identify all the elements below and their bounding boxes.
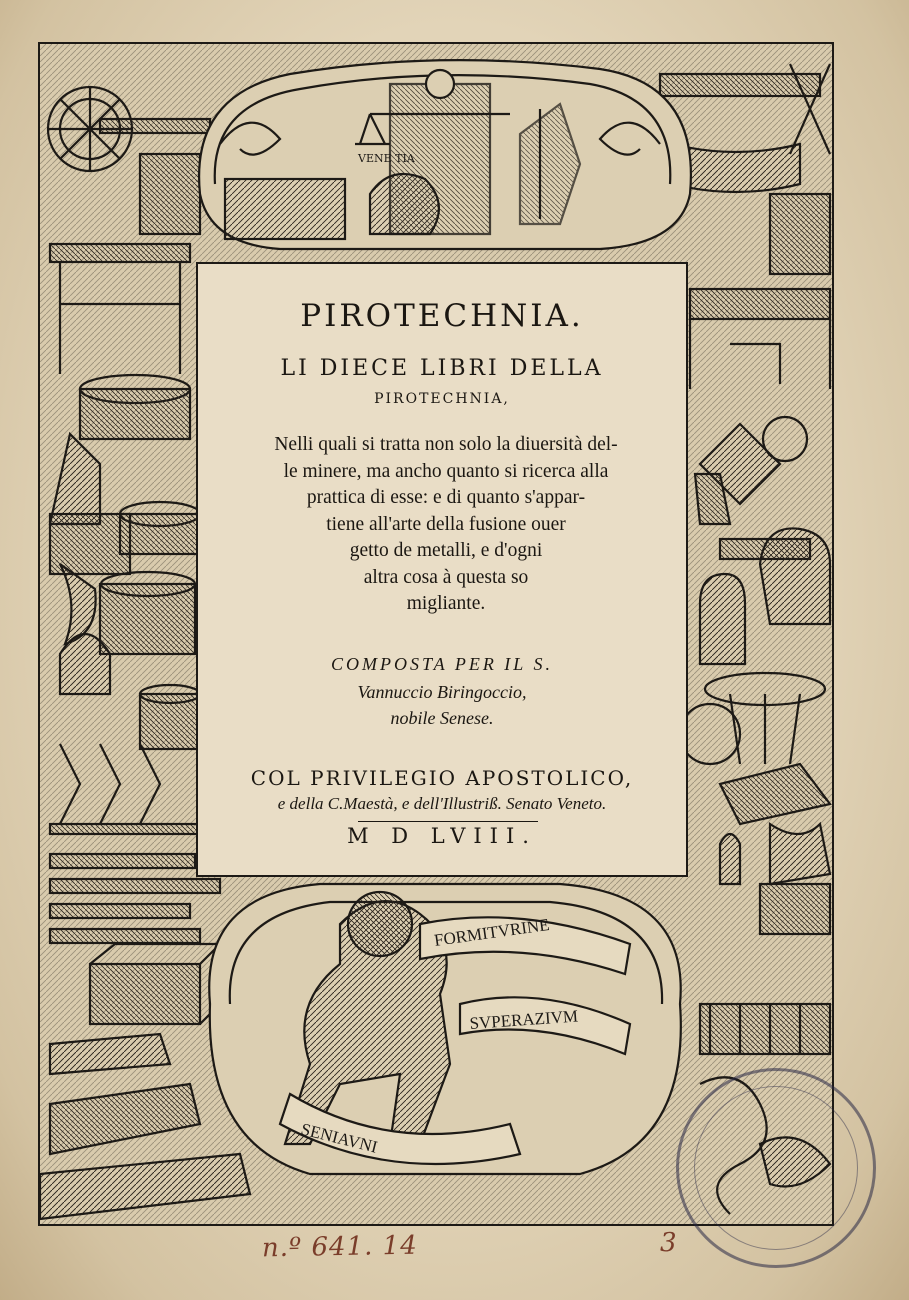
scroll-text-upper: FORMITVRINE xyxy=(432,914,551,950)
manuscript-note: n.º 641. 14 xyxy=(261,1230,418,1264)
subtitle-line-1: LI DIECE LIBRI DELLA xyxy=(280,356,604,381)
top-cartouche xyxy=(199,60,691,249)
description-line: Nelli quali si tratta non solo la diuersità del- xyxy=(274,434,618,455)
description-line: prattica di esse: e di quanto s'appar- xyxy=(306,487,586,508)
book-title: PIROTECHNIA. xyxy=(300,298,584,334)
scroll-text-lower: SENIAVNI xyxy=(299,1119,380,1157)
title-text-panel xyxy=(196,262,688,877)
description-line: le minere, ma ancho quanto si ricerca alla xyxy=(283,460,609,482)
author-name: Vannuccio Biringoccio, xyxy=(357,682,527,702)
privilege-detail: e della C.Maestà, e dell'Illustriß. Senato Veneto. xyxy=(277,794,607,813)
author-title: nobile Senese. xyxy=(390,708,494,728)
banner-venetia: VENE TIA xyxy=(358,152,415,165)
scroll-text-middle: SVPERAZIVM xyxy=(468,1006,579,1033)
description-line: altra cosa à questa so xyxy=(363,566,529,588)
composed-by: COMPOSTA PER IL S. xyxy=(330,654,553,674)
description-line: getto de metalli, e d'ogni xyxy=(349,540,543,561)
description xyxy=(226,432,666,618)
manuscript-numeral: 3 xyxy=(660,1228,677,1258)
divider-rule xyxy=(358,821,538,822)
privilege: COL PRIVILEGIO APOSTOLICO, xyxy=(250,766,634,790)
description-line: tiene all'arte della fusione ouer xyxy=(326,513,566,535)
description-line: migliante. xyxy=(406,593,486,614)
bottom-cartouche xyxy=(209,884,681,1174)
library-stamp-inner xyxy=(694,1086,858,1250)
publication-year: M D LVIII. xyxy=(347,824,537,848)
subtitle-line-2: PIROTECHNIA, xyxy=(374,391,510,407)
